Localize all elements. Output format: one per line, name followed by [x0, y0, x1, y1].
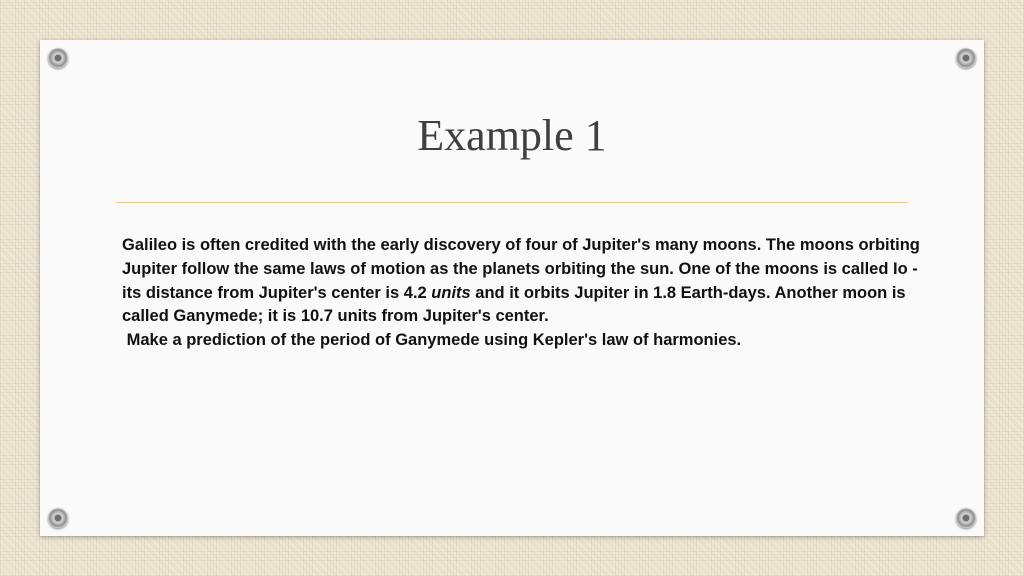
problem-paragraph — [122, 234, 922, 329]
screw-bottom-left-icon — [48, 508, 68, 528]
slide-body — [122, 234, 922, 353]
paragraph-text-part2: and it orbits Jupiter in 1.8 Earth-days. Another moon is called Ganymede; it is 10.7 units from Jupiter's center. — [122, 283, 906, 326]
slide-card — [40, 40, 984, 536]
slide-title: Example 1 — [417, 111, 607, 160]
screw-top-right-icon — [956, 48, 976, 68]
screw-top-left-icon — [48, 48, 68, 68]
screw-bottom-right-icon — [956, 508, 976, 528]
paragraph-emphasis: units — [431, 283, 471, 302]
prediction-prompt: Make a prediction of the period of Ganymede using Kepler's law of harmonies. — [122, 331, 742, 350]
title-divider — [116, 202, 908, 203]
paragraph-text-part1: Galileo is often credited with the early discovery of four of Jupiter's many moons. The moons orbiting Jupiter follow the same laws of motion as the planets orbiting the sun. One of the moons is called Io - its distance from Jupiter's center is 4.2 — [122, 236, 920, 302]
